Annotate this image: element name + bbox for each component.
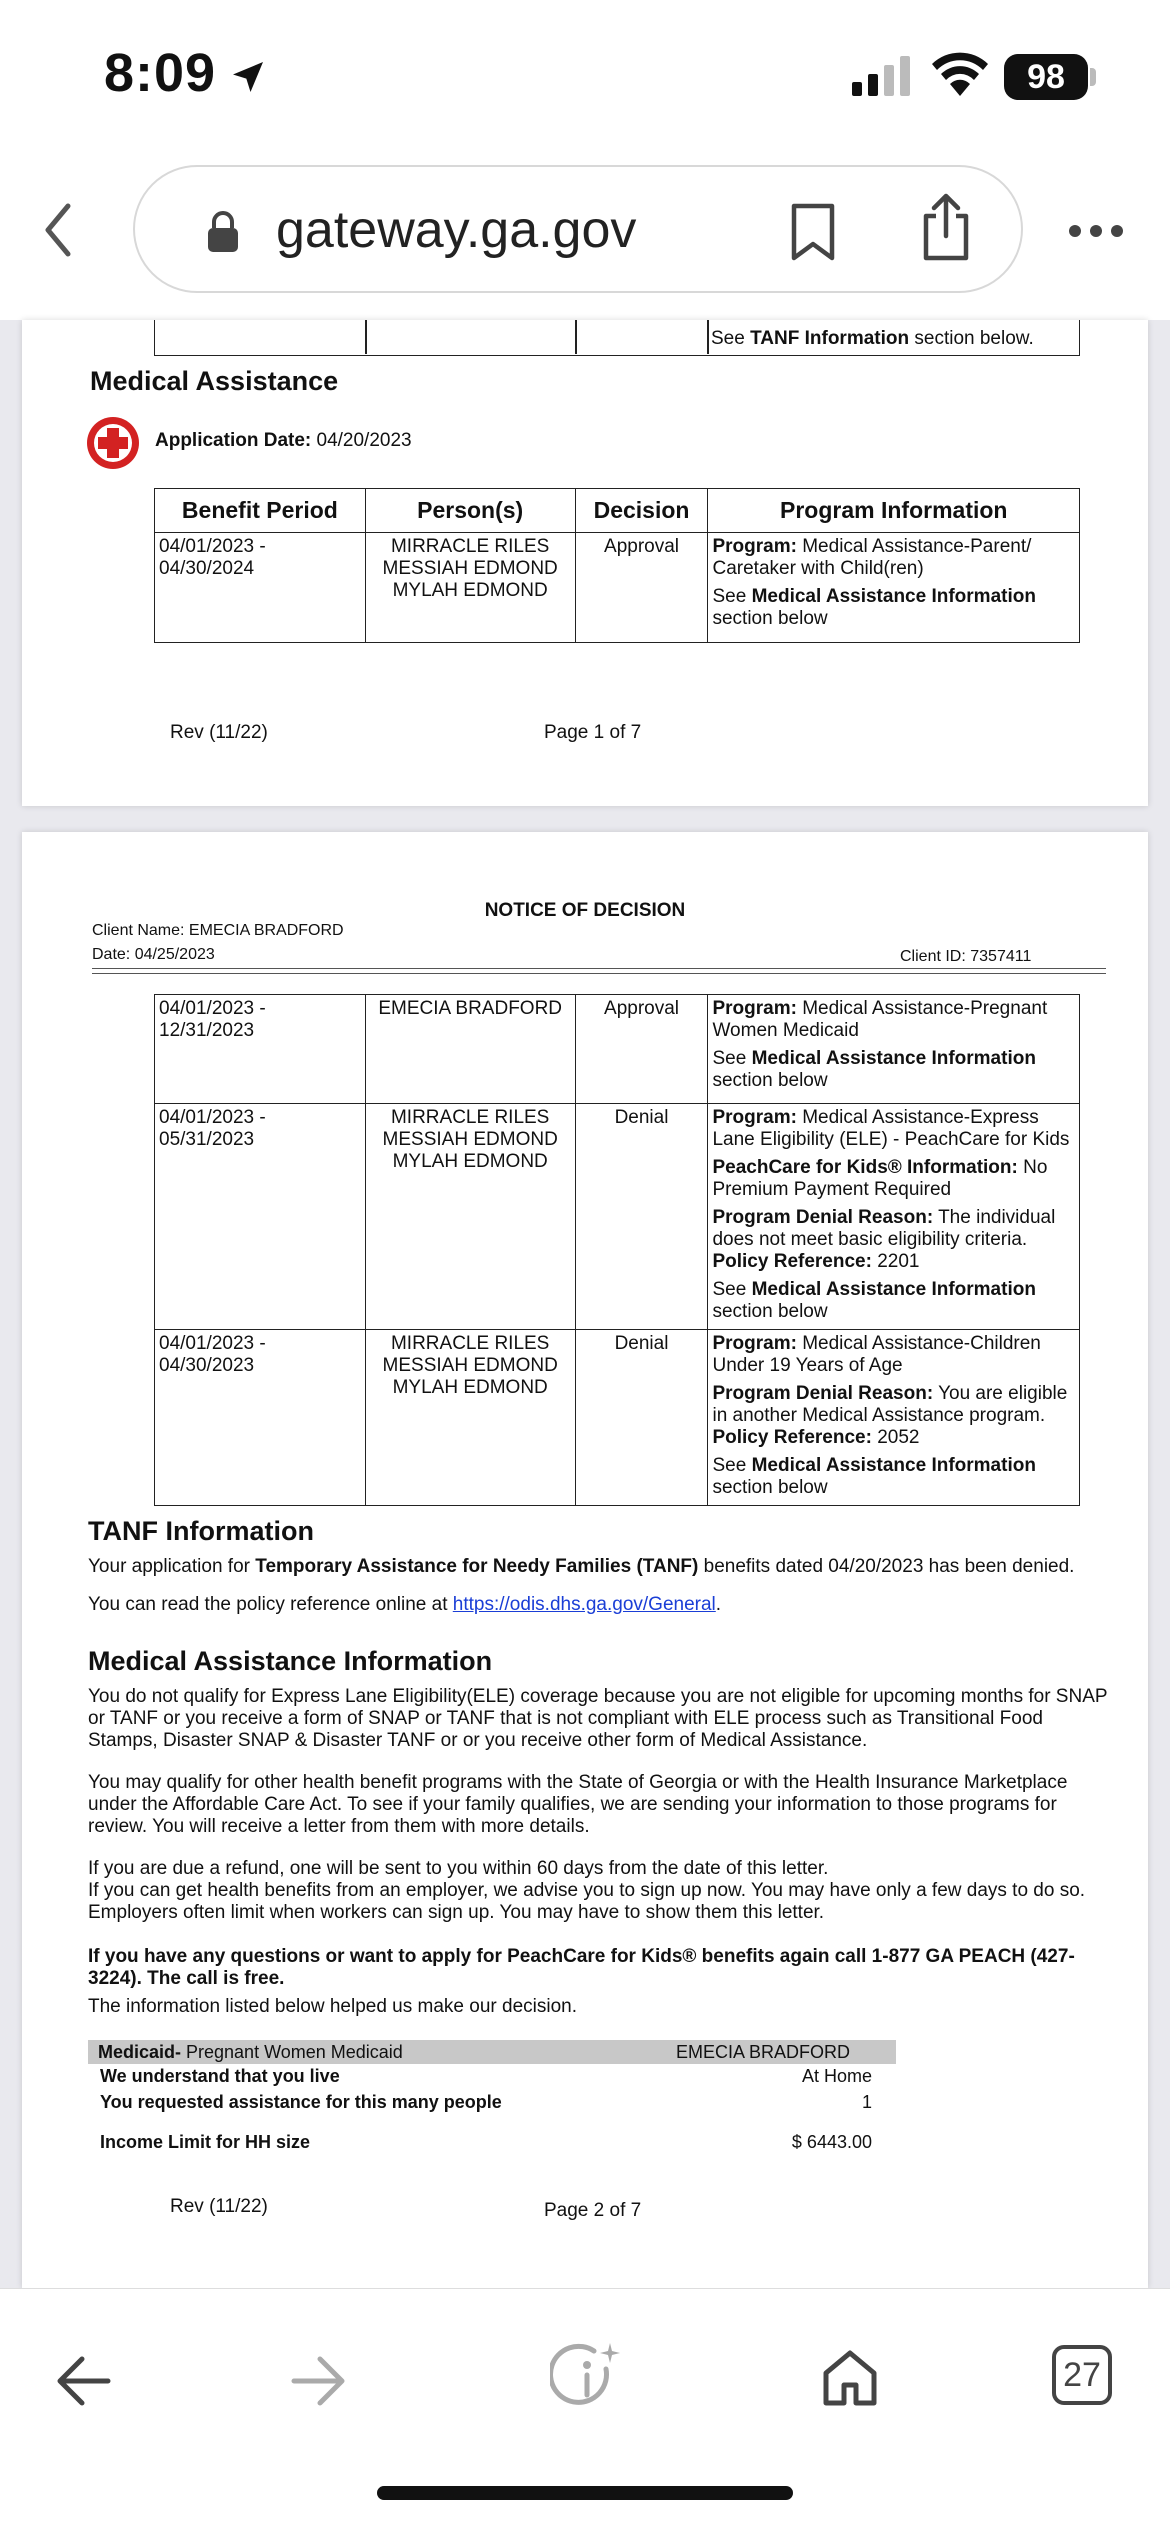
cell-period: 04/01/2023 - 12/31/2023 bbox=[155, 995, 366, 1104]
ele-paragraph: You do not qualify for Express Lane Eligibility(ELE) coverage because you are not eligible for upcoming months for SNAP or TANF or you receive a form of SNAP or TANF that is not compliant with ELE process such as Transitional Food Stamps, Disaster SNAP & Disaster TANF or or you receive other form of Medical Assistance. bbox=[88, 1686, 1108, 1751]
client-name: Client Name: EMECIA BRADFORD bbox=[92, 922, 344, 939]
back-arrow-icon[interactable] bbox=[56, 2355, 112, 2407]
benefit-table-p2 bbox=[154, 994, 1080, 1506]
person-name: MIRRACLE RILES bbox=[390, 1333, 550, 1354]
header-benefit-period: Benefit Period bbox=[155, 489, 366, 533]
policy-link[interactable]: https://odis.dhs.ga.gov/General bbox=[452, 1594, 716, 1615]
table-row bbox=[155, 995, 1080, 1104]
header-program-information: Program Information bbox=[708, 489, 1080, 533]
section-title-medical-assistance-information: Medical Assistance Information bbox=[88, 1646, 493, 1676]
cell-decision: Approval bbox=[575, 995, 708, 1104]
cell-decision: Denial bbox=[575, 1104, 708, 1330]
table-fragment bbox=[154, 320, 1080, 356]
info-sparkle-icon[interactable] bbox=[550, 2339, 626, 2415]
url-text[interactable]: gateway.ga.gov bbox=[276, 201, 637, 259]
cell-program-info: Program: Medical Assistance-Children Under 19 Years of Age Program Denial Reason: You are eligible in another Medical Assistance program. Policy Reference: 2052 See Medical Assistance Information section below bbox=[708, 1330, 1080, 1506]
revision-label: Rev (11/22) bbox=[170, 2196, 268, 2217]
application-date: Application Date: 04/20/2023 bbox=[155, 430, 412, 451]
person-name: MYLAH EDMOND bbox=[392, 1151, 548, 1172]
battery-cap bbox=[1090, 68, 1096, 86]
cell-program-info: Program: Medical Assistance-Parent/ Caretaker with Child(ren) See Medical Assistance Information section below bbox=[708, 533, 1080, 643]
person-name: EMECIA BRADFORD bbox=[378, 998, 563, 1019]
cell-program-info: Program: Medical Assistance-Pregnant Women Medicaid See Medical Assistance Information section below bbox=[708, 995, 1080, 1104]
client-id: Client ID: 7357411 bbox=[900, 948, 1032, 965]
cell-period: 04/01/2023 - 04/30/2024 bbox=[155, 533, 366, 643]
document-page-2 bbox=[22, 832, 1148, 2288]
summary-value: $ 6443.00 bbox=[791, 2132, 872, 2152]
section-title-tanf: TANF Information bbox=[88, 1516, 314, 1546]
tanf-paragraph: Your application for Temporary Assistance for Needy Families (TANF) benefits dated 04/20/2023 has been denied. bbox=[88, 1556, 1075, 1577]
page-number: Page 1 of 7 bbox=[544, 722, 642, 743]
summary-program: Medicaid- Pregnant Women Medicaid bbox=[98, 2042, 403, 2062]
header-decision: Decision bbox=[575, 489, 708, 533]
table-header-row bbox=[155, 489, 1080, 533]
table-row bbox=[155, 1330, 1080, 1506]
table-row bbox=[155, 533, 1080, 643]
tabs-count-button[interactable]: 27 bbox=[1052, 2345, 1112, 2405]
cell-decision: Approval bbox=[575, 533, 708, 643]
home-indicator bbox=[377, 2486, 793, 2500]
cell-persons bbox=[365, 1104, 575, 1330]
cell-persons bbox=[365, 533, 575, 643]
status-bar bbox=[0, 0, 1170, 150]
summary-person: EMECIA BRADFORD bbox=[676, 2042, 851, 2062]
decision-info-note: The information listed below helped us make our decision. bbox=[88, 1996, 577, 2017]
home-icon[interactable] bbox=[822, 2349, 878, 2407]
cell-period: 04/01/2023 - 05/31/2023 bbox=[155, 1104, 366, 1330]
person-name: MESSIAH EDMOND bbox=[382, 558, 558, 579]
person-name: MIRRACLE RILES bbox=[390, 1107, 550, 1128]
cellular-signal-icon bbox=[852, 56, 912, 96]
person-name: MESSIAH EDMOND bbox=[382, 1355, 558, 1376]
wifi-icon bbox=[932, 52, 988, 96]
status-time: 8:09 bbox=[104, 42, 268, 104]
battery-icon: 98 bbox=[1004, 54, 1088, 100]
medical-cross-icon bbox=[86, 416, 140, 470]
summary-value: At Home bbox=[801, 2066, 872, 2086]
page-number: Page 2 of 7 bbox=[544, 2200, 642, 2221]
benefit-table-p1 bbox=[154, 488, 1080, 643]
chevron-left-icon[interactable] bbox=[40, 200, 76, 260]
lock-icon bbox=[206, 210, 240, 254]
person-name: MYLAH EDMOND bbox=[392, 1377, 548, 1398]
summary-label: You requested assistance for this many people bbox=[100, 2092, 502, 2112]
notice-heading: NOTICE OF DECISION bbox=[484, 900, 686, 921]
header-persons: Person(s) bbox=[365, 489, 575, 533]
more-options-icon[interactable] bbox=[1068, 224, 1124, 238]
cell-persons bbox=[365, 995, 575, 1104]
cell-persons bbox=[365, 1330, 575, 1506]
cell-program-info: Program: Medical Assistance-Express Lane Eligibility (ELE) - PeachCare for Kids PeachCare for Kids® Information: No Premium Payment Required Program Denial Reason: The individual does not meet basic eligibility criteria. Policy Reference: 2201 See Medical Assistance Information section below bbox=[708, 1104, 1080, 1330]
person-name: MIRRACLE RILES bbox=[390, 536, 550, 557]
document-page-1 bbox=[22, 320, 1148, 806]
revision-label: Rev (11/22) bbox=[170, 722, 268, 743]
cell-period: 04/01/2023 - 04/30/2023 bbox=[155, 1330, 366, 1506]
peachcare-contact-paragraph: If you have any questions or want to apply for PeachCare for Kids® benefits again call 1-877 GA PEACH (427-3224). The call is free. bbox=[88, 1946, 1075, 1989]
summary-label: Income Limit for HH size bbox=[100, 2132, 311, 2152]
divider bbox=[92, 973, 1106, 974]
cell-decision: Denial bbox=[575, 1330, 708, 1506]
summary-label: We understand that you live bbox=[100, 2066, 340, 2086]
person-name: MYLAH EDMOND bbox=[392, 580, 548, 601]
divider bbox=[92, 968, 1106, 969]
tanf-policy-paragraph: You can read the policy reference online at https://odis.dhs.ga.gov/General. bbox=[88, 1594, 722, 1615]
other-programs-paragraph: You may qualify for other health benefit programs with the State of Georgia or with the Health Insurance Marketplace under the Affordable Care Act. To see if your family qualifies, we are sending your information to those programs for review. You will receive a letter from them with more details. bbox=[88, 1772, 1068, 1837]
refund-paragraph: If you are due a refund, one will be sent to you within 60 days from the date of this letter. If you can get health benefits from an employer, we advise you to sign up now. You may have only a few days to do so. Employers often limit when workers can sign up. You may have to show them this letter. bbox=[88, 1858, 1086, 1923]
summary-value: 1 bbox=[861, 2092, 872, 2112]
person-name: MESSIAH EDMOND bbox=[382, 1129, 558, 1150]
notice-date: Date: 04/25/2023 bbox=[92, 946, 215, 963]
location-arrow-icon bbox=[228, 57, 268, 97]
table-row bbox=[155, 1104, 1080, 1330]
tanf-see-below: See TANF Information section below. bbox=[711, 328, 1034, 349]
bookmark-icon[interactable] bbox=[790, 202, 836, 262]
section-title-medical-assistance: Medical Assistance bbox=[90, 366, 339, 396]
share-icon[interactable] bbox=[918, 192, 974, 262]
forward-arrow-icon[interactable] bbox=[290, 2355, 346, 2407]
